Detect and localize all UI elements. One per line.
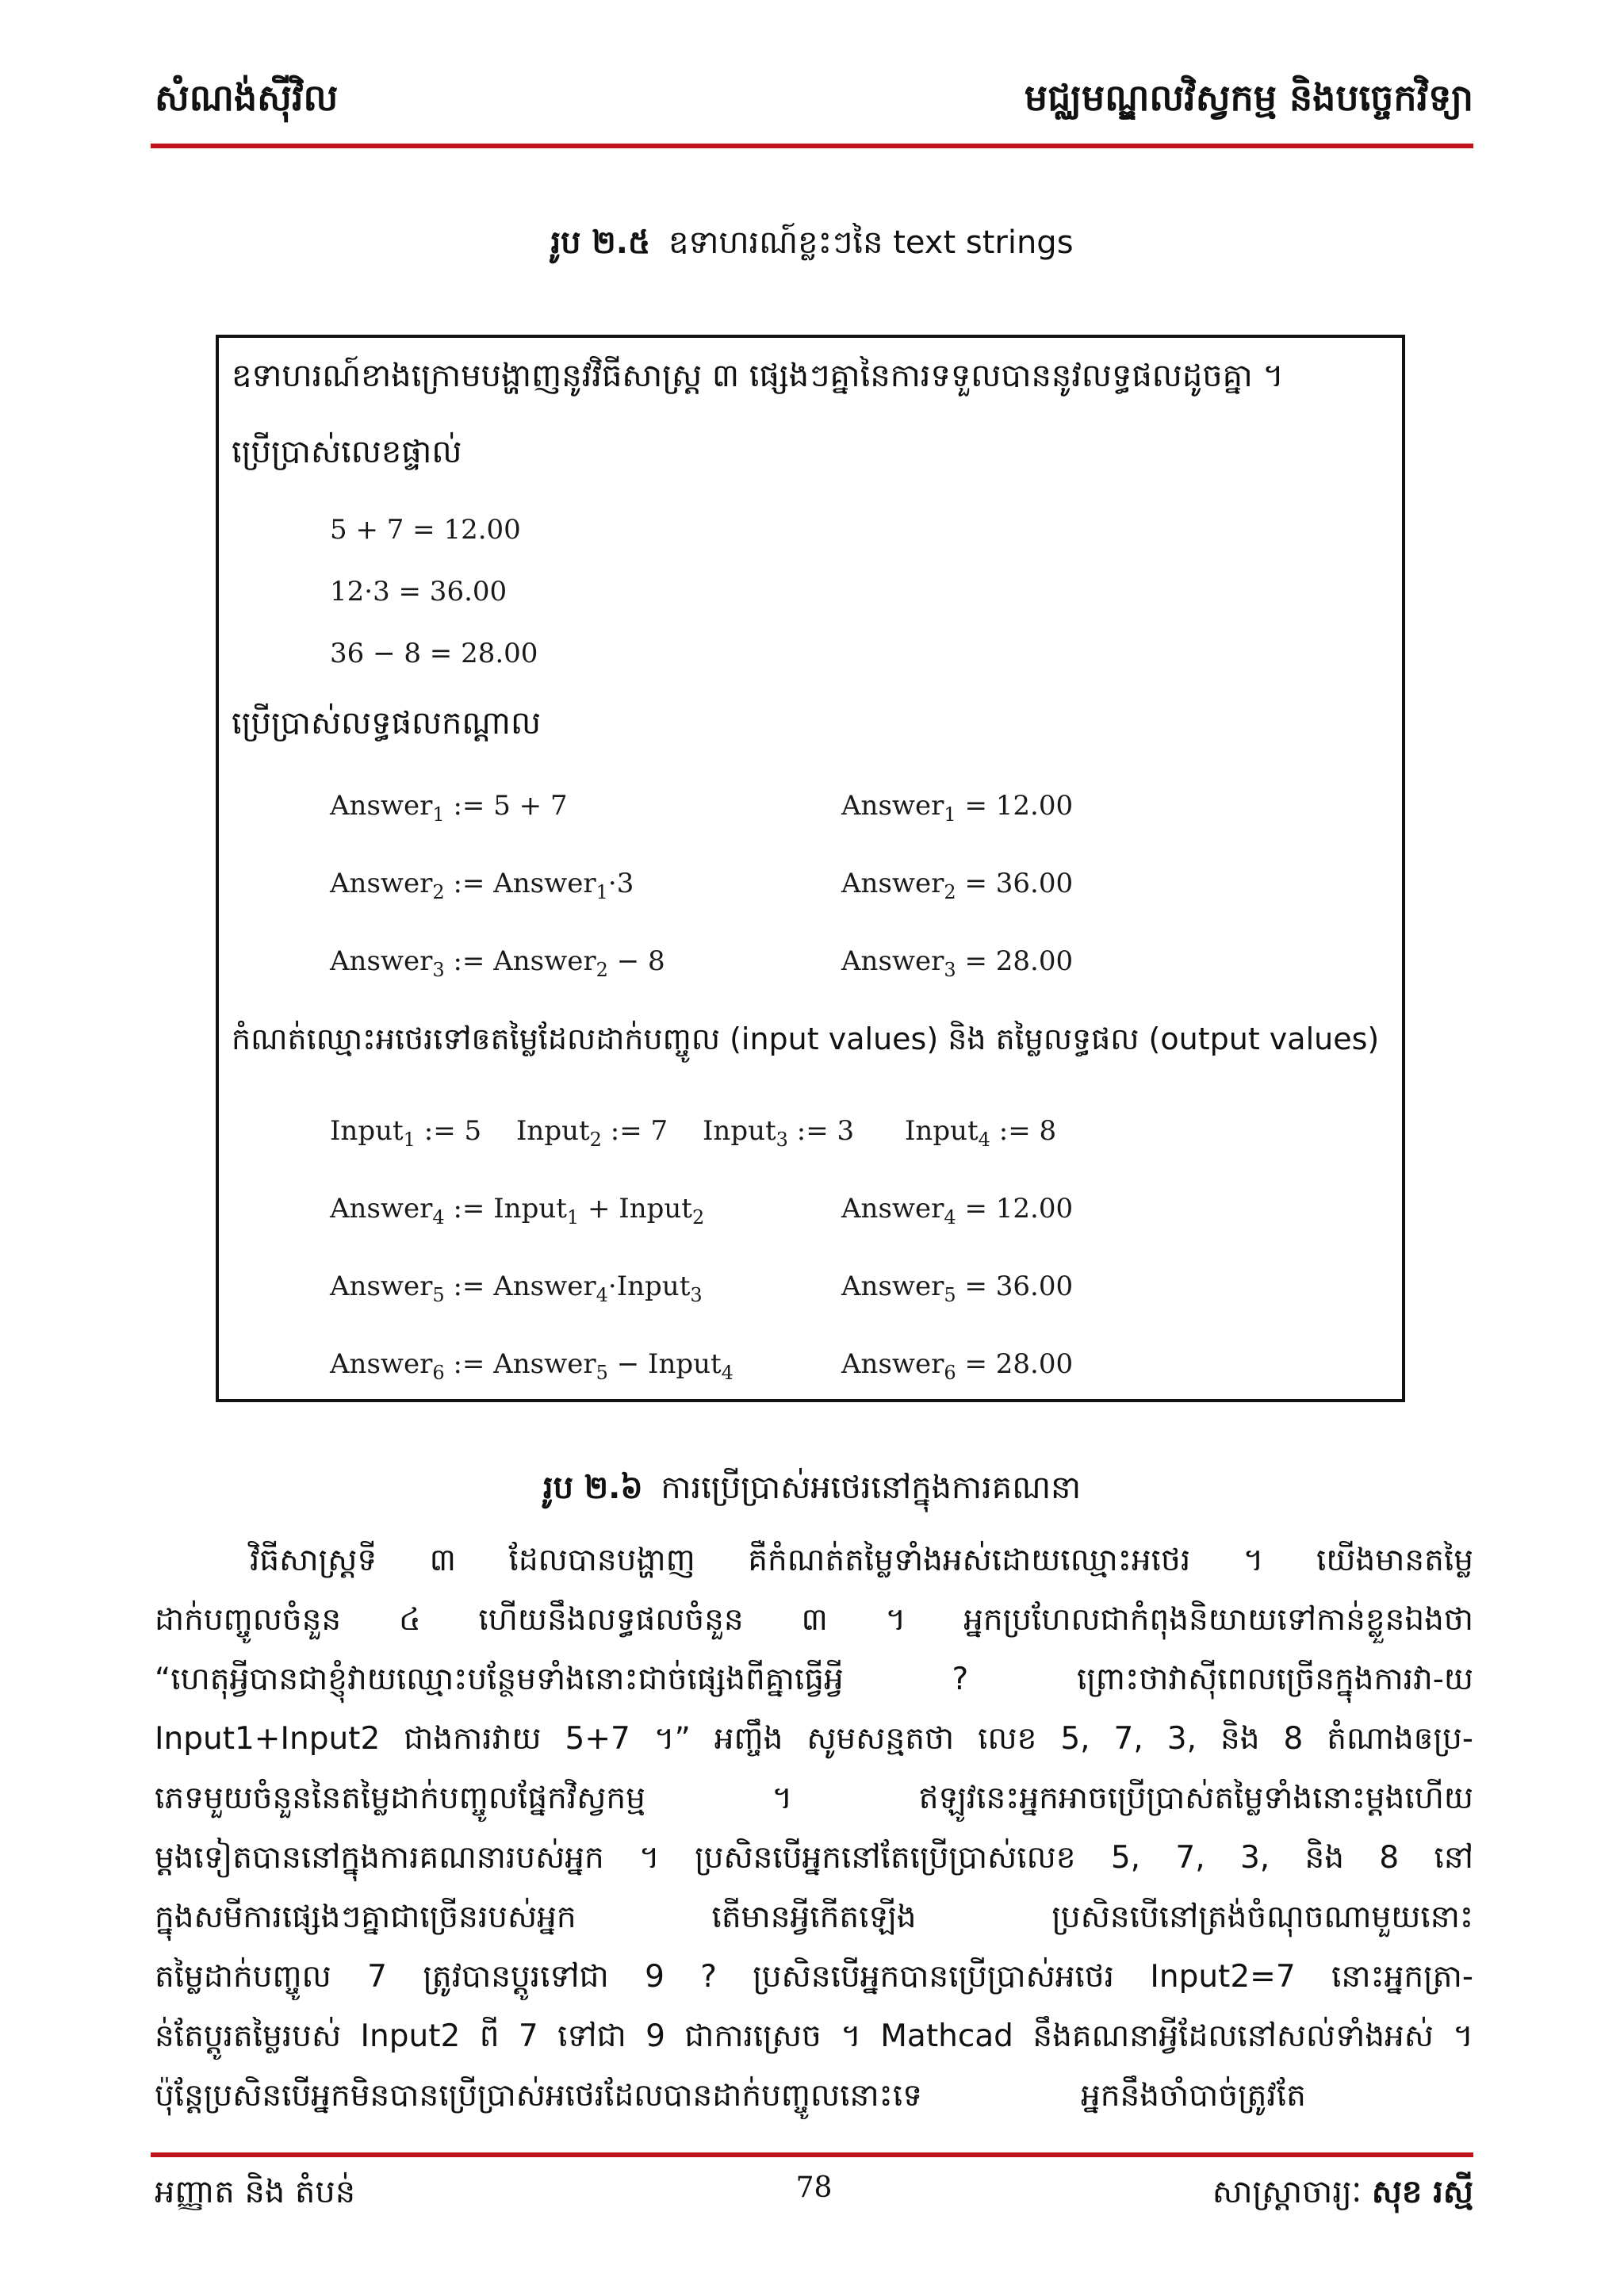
math-answer5-def: Answer$_5$ := Answer$_4$·Input$_3$ [330, 1271, 703, 1306]
section-direct-title: ប្រើប្រាស់លេខផ្ទាល់ [232, 434, 462, 470]
footer-left-title: អញ្ញាត និង តំបន់ [155, 2174, 356, 2210]
math-answer3-result: Answer$_3$ = 28.00 [841, 945, 1074, 981]
math-input4: Input$_4$ := 8 [905, 1115, 1057, 1151]
body-line: ម្តងទៀតបាននៅក្នុងការគណនារបស់អ្នក ។ ប្រសិនបើអ្នកនៅតែប្រើប្រាស់លេខ 5, 7, 3, និង 8 នៅ [155, 1840, 1473, 1876]
math-answer6-result: Answer$_6$ = 28.00 [841, 1348, 1074, 1384]
page-footer [155, 2171, 1473, 2219]
section-intermediate-title: ប្រើប្រាស់លទ្ធផលកណ្តាល [232, 705, 542, 742]
body-last-right: អ្នកនឹងចាំបាច់ត្រូវតែ [1080, 2078, 1306, 2114]
header-title-left: សំណង់ស៊ីវិល [155, 76, 339, 119]
body-line: ន់តែប្តូរតម្លៃរបស់ Input2 ពី 7 ទៅជា 9 ជាការស្រេច ។ Mathcad នឹងគណនាអ្វីដែលនៅសល់ទាំងអស់ ។ [155, 2018, 1473, 2054]
page-header [155, 75, 1473, 131]
math-direct-1: 5 + 7 = 12.00 [330, 514, 521, 546]
body-line: ភេទមួយចំនួននៃតម្លៃដាក់បញ្ចូលផ្នែកវិស្វកម្ម ។ ឥឡូវនេះអ្នកអាចប្រើប្រាស់តម្លៃទាំងនោះម្តងហើយ [155, 1780, 1473, 1816]
body-line: វិធីសាស្ត្រទី ៣ ដែលបានបង្ហាញ គឺកំណត់តម្លៃទាំងអស់ដោយឈ្មោះអថេរ ។ យើងមានតម្លៃ [250, 1543, 1473, 1578]
math-direct-2: 12·3 = 36.00 [330, 576, 508, 608]
math-answer6-def: Answer$_6$ := Answer$_5$ − Input$_4$ [330, 1348, 733, 1384]
body-line: “ហេតុអ្វីបានជាខ្ញុំវាយឈ្មោះបន្ថែមទាំងនោះជាច់ផ្សេងពីគ្នាធ្វើអ្វី ? ព្រោះថាវាស៊ីពេលច្រើនក្នុងការវា-យ [155, 1662, 1473, 1697]
page-number: 78 [795, 2171, 833, 2204]
caption-label: រូប ២.៥ [550, 224, 651, 261]
math-answer1-def: Answer$_1$ := 5 + 7 [330, 790, 568, 826]
figure-caption-2-5 [0, 222, 1624, 269]
footer-divider [151, 2152, 1473, 2157]
math-answer2-def: Answer$_2$ := Answer$_1$·3 [330, 868, 634, 903]
math-answer5-result: Answer$_5$ = 36.00 [841, 1271, 1074, 1306]
author-name: សុខ រស្មី [1371, 2174, 1473, 2210]
caption-label: រូប ២.៦ [542, 1470, 643, 1506]
math-answer1-result: Answer$_1$ = 12.00 [841, 790, 1074, 826]
caption-text: ការប្រើប្រាស់អថេរនៅក្នុងការគណនា [661, 1470, 1082, 1506]
math-input1: Input$_1$ := 5 [330, 1115, 482, 1151]
math-input3: Input$_3$ := 3 [703, 1115, 855, 1151]
math-answer3-def: Answer$_3$ := Answer$_2$ − 8 [330, 945, 665, 981]
body-last-left: ប៉ុន្តែប្រសិនបើអ្នកមិនបានប្រើប្រាស់អថេរដែលបានដាក់បញ្ចូលនោះទេ [155, 2078, 922, 2114]
math-input2: Input$_2$ := 7 [516, 1115, 668, 1151]
math-answer2-result: Answer$_2$ = 36.00 [841, 868, 1074, 903]
caption-text: ឧទាហរណ៍ខ្លះៗនៃ text strings [668, 224, 1074, 261]
body-line: Input1+Input2 ជាងការវាយ 5+7 ។” អញ្ចឹង សូមសន្មតថា លេខ 5, 7, 3, និង 8 តំណាងឲប្រ- [155, 1721, 1473, 1757]
body-line: ក្នុងសមីការផ្សេងៗគ្នាជាច្រើនរបស់អ្នក តើមានអ្វីកើតឡើង ប្រសិនបើនៅត្រង់ចំណុចណាមួយនោះ [155, 1899, 1473, 1935]
figure-intro: ឧទាហរណ៍ខាងក្រោមបង្ហាញនូវវិធីសាស្ត្រ ៣ ផ្សេងៗគ្នានៃការទទួលបាននូវលទ្ធផលដូចគ្នា ។ [232, 358, 1284, 394]
math-direct-3: 36 − 8 = 28.00 [330, 638, 538, 669]
body-line-last [155, 2066, 1473, 2125]
figure-caption-2-6 [0, 1467, 1624, 1514]
figure-box [216, 335, 1405, 1402]
footer-author [1212, 2171, 1473, 2218]
math-answer4-def: Answer$_4$ := Input$_1$ + Input$_2$ [330, 1193, 705, 1228]
math-answer4-result: Answer$_4$ = 12.00 [841, 1193, 1074, 1228]
header-divider [151, 144, 1473, 148]
author-label: សាស្ត្រាចារ្យៈ [1212, 2174, 1362, 2210]
section-variables-title: កំណត់ឈ្មោះអថេរទៅឲតម្លៃដែលដាក់បញ្ចូល (input values) និង តម្លៃលទ្ធផល (output values) [232, 1022, 1380, 1056]
body-line: ដាក់បញ្ចូលចំនួន ៤ ហើយនឹងលទ្ធផលចំនួន ៣ ។ អ្នកប្រហែលជាកំពុងនិយាយទៅកាន់ខ្លួនឯងថា [155, 1602, 1473, 1638]
header-title-right: មជ្ឈមណ្ឌលវិស្វកម្ម និងបច្ចេកវិទ្យា [1024, 76, 1473, 119]
body-paragraph [155, 1531, 1473, 2125]
body-line: តម្លៃដាក់បញ្ចូល 7 ត្រូវបានប្តូរទៅជា 9 ? ប្រសិនបើអ្នកបានប្រើប្រាស់អថេរ Input2=7 នោះអ្នកត្រា- [155, 1959, 1473, 1995]
